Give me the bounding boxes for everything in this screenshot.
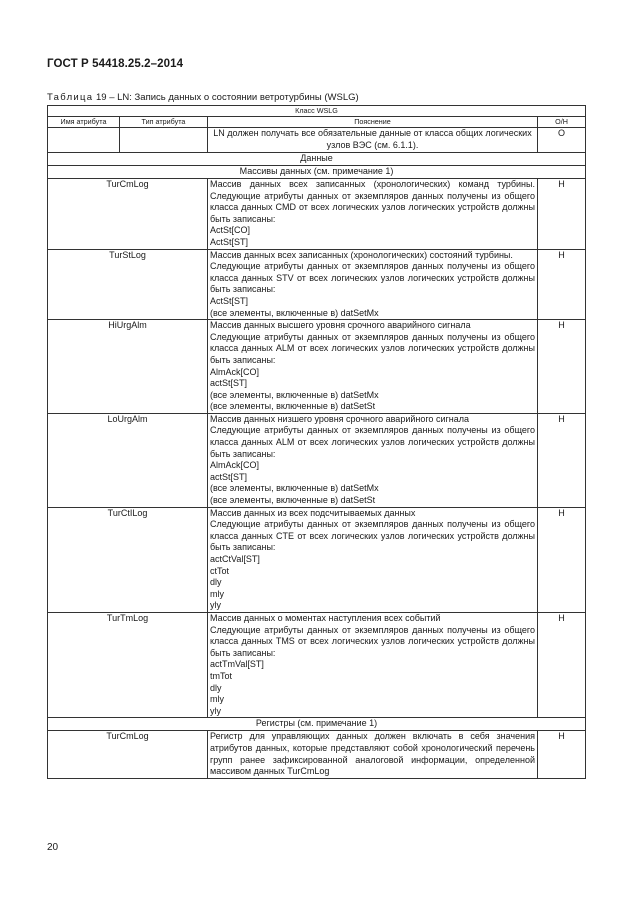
- mo-cell: Н: [538, 612, 586, 717]
- attribute-name-cell: TurCmLog: [48, 731, 208, 778]
- explanation-line: (все элементы, включенные в) datSetMx: [210, 483, 379, 494]
- mo-cell: Н: [538, 249, 586, 320]
- wslg-table: [47, 105, 586, 779]
- table-row: [48, 179, 586, 250]
- explanation-line: AlmAck[CO]: [210, 460, 260, 471]
- mo-cell: Н: [538, 320, 586, 414]
- attribute-name-cell: TurTmLog: [48, 612, 208, 717]
- attribute-name-cell: TurCtILog: [48, 507, 208, 612]
- explanation-cell: [208, 731, 538, 778]
- section-row-arrays: [48, 166, 586, 179]
- explanation-line: Следующие атрибуты данных от экземпляров данных получены из общего класса данных CTE от всех логических узлов логических устройств должны быть записаны:: [210, 519, 535, 553]
- explanation-line: mly: [210, 588, 224, 599]
- column-header: Пояснение: [208, 117, 538, 128]
- attribute-name-cell: TurStLog: [48, 249, 208, 320]
- explanation-line: dly: [210, 577, 222, 588]
- explanation-line: AlmAck[CO]: [210, 366, 260, 377]
- column-header: О/Н: [538, 117, 586, 128]
- section-row-data: [48, 153, 586, 166]
- explanation-line: Следующие атрибуты данных от экземпляров данных получены из общего класса данных ALM от всех логических узлов логических устройств должны быть записаны:: [210, 425, 535, 459]
- mo-cell: Н: [538, 731, 586, 778]
- mo-cell: Н: [538, 179, 586, 250]
- mo-cell: Н: [538, 507, 586, 612]
- explanation-line: ctTot: [210, 565, 230, 576]
- attribute-name-cell: [48, 128, 120, 153]
- explanation-line: mly: [210, 694, 224, 705]
- class-label: Класс WSLG: [48, 106, 586, 117]
- table-row: [48, 128, 586, 153]
- section-title: Данные: [48, 153, 586, 166]
- page-number: 20: [47, 842, 59, 853]
- explanation-line: Следующие атрибуты данных от экземпляров данных получены из общего класса данных TMS от всех логических узлов логических устройств должны быть записаны:: [210, 624, 535, 658]
- explanation-cell: [208, 179, 538, 250]
- table-caption: [47, 92, 359, 103]
- explanation-cell: LN должен получать все обязательные данные от класса общих логических узлов ВЭС (см. 6.1.1).: [208, 128, 538, 153]
- explanation-line: yly: [210, 705, 221, 716]
- attribute-name-cell: TurCmLog: [48, 179, 208, 250]
- attribute-name-cell: HiUrgAlm: [48, 320, 208, 414]
- explanation-line: dly: [210, 682, 222, 693]
- explanation-line: (все элементы, включенные в) datSetMx: [210, 307, 379, 318]
- mo-cell: Н: [538, 413, 586, 507]
- explanation-line: Массив данных высшего уровня срочного аварийного сигнала: [210, 320, 471, 331]
- section-title: Массивы данных (см. примечание 1): [48, 166, 586, 179]
- explanation-line: ActSt[CO]: [210, 225, 251, 236]
- table-row: [48, 507, 586, 612]
- caption-label: Таблица: [47, 92, 94, 103]
- explanation-line: (все элементы, включенные в) datSetSt: [210, 401, 376, 412]
- explanation-line: ActSt[ST]: [210, 295, 249, 306]
- table-row: [48, 612, 586, 717]
- table-row: [48, 320, 586, 414]
- explanation-line: Массив данных всех записанных (хронологических) команд турбины. Следующие атрибуты данных от экземпляров данных получены из общего класса данных CMD от всех логических узлов логических устройств должны быть записаны:: [210, 179, 535, 224]
- explanation-line: Регистр для управляющих данных должен включать в себя значения атрибутов данных, которые представляют собой хронологический перечень групп ранее зафиксированной аналоговой информации, определенной массивом данных TurCmLog: [210, 731, 535, 777]
- column-header: Имя атрибута: [48, 117, 120, 128]
- explanation-line: actSt[ST]: [210, 471, 248, 482]
- explanation-line: yly: [210, 600, 221, 611]
- mo-cell: O: [538, 128, 586, 153]
- section-title: Регистры (см. примечание 1): [48, 718, 586, 731]
- explanation-line: Массив данных низшего уровня срочного аварийного сигнала: [210, 413, 469, 424]
- explanation-line: Следующие атрибуты данных от экземпляров данных получены из общего класса данных STV от всех логических узлов логических устройств должны быть записаны:: [210, 261, 535, 295]
- column-header-row: [48, 117, 586, 128]
- document-header: ГОСТ Р 54418.25.2–2014: [47, 58, 184, 70]
- explanation-cell: [208, 612, 538, 717]
- explanation-cell: [208, 413, 538, 507]
- explanation-line: ActSt[ST]: [210, 236, 249, 247]
- caption-text: 19 – LN: Запись данных о состоянии ветротурбины (WSLG): [93, 92, 359, 103]
- explanation-cell: [208, 507, 538, 612]
- section-row-registers: [48, 718, 586, 731]
- explanation-line: tmTot: [210, 670, 233, 681]
- attribute-type-cell: [120, 128, 208, 153]
- explanation-line: Массив данных всех записанных (хронологических) состояний турбины.: [210, 249, 513, 260]
- class-row: [48, 106, 586, 117]
- explanation-line: Следующие атрибуты данных от экземпляров данных получены из общего класса данных ALM от всех логических узлов логических устройств должны быть записаны:: [210, 331, 535, 365]
- table-row: [48, 413, 586, 507]
- attribute-name-cell: LoUrgAlm: [48, 413, 208, 507]
- explanation-line: (все элементы, включенные в) datSetSt: [210, 495, 376, 506]
- explanation-line: actCtVal[ST]: [210, 554, 260, 564]
- column-header: Тип атрибута: [120, 117, 208, 128]
- explanation-line: actTmVal[ST]: [210, 659, 264, 670]
- table-row: [48, 249, 586, 320]
- explanation-line: actSt[ST]: [210, 378, 248, 389]
- explanation-line: Массив данных из всех подсчитываемых данных: [210, 507, 416, 518]
- explanation-line: (все элементы, включенные в) datSetMx: [210, 389, 379, 400]
- explanation-cell: [208, 249, 538, 320]
- table-row: [48, 731, 586, 778]
- explanation-cell: [208, 320, 538, 414]
- explanation-line: Массив данных о моментах наступления всех событий: [210, 612, 441, 623]
